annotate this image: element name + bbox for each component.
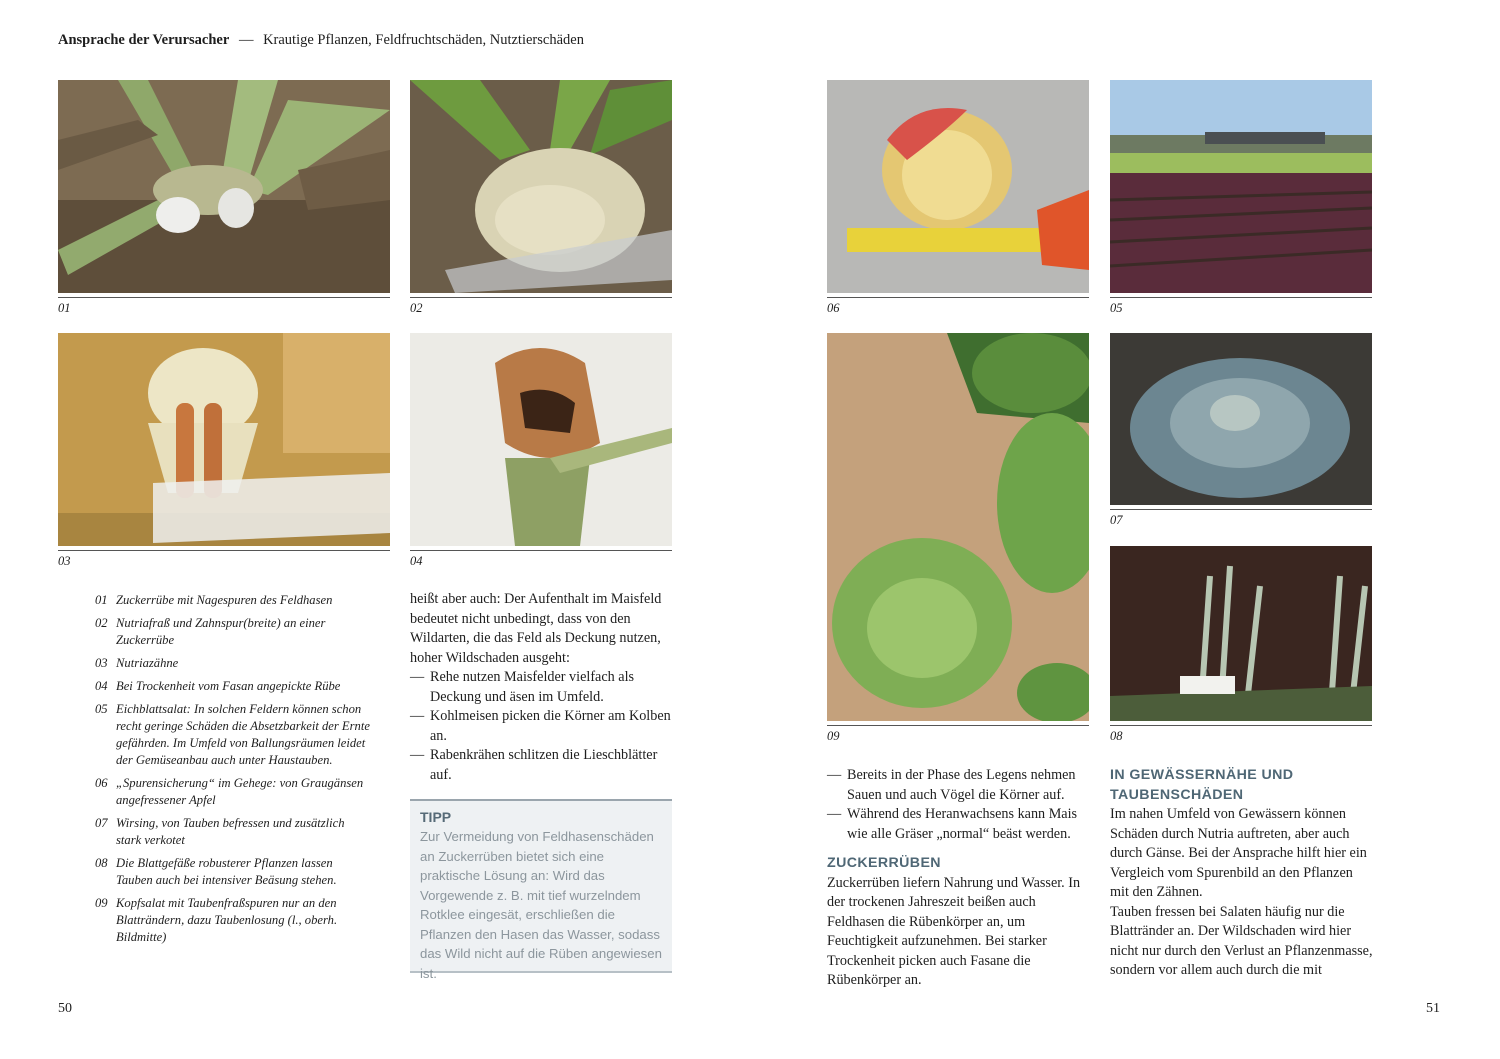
photo-02-nutria-beet [410,80,672,293]
body-paragraph: heißt aber auch: Der Aufenthalt im Maisfeld bedeutet nicht unbedingt, dass von den Wildarten, die das Feld als Deckung nutzen, hoher Wildschaden ausgeht: [410,591,662,666]
tip-title: TIPP [420,809,452,825]
photo-01-sugar-beet [58,80,390,293]
photo-number-04: 04 [410,554,423,568]
caption-item: 07 Wirsing, von Tauben befressen und zusätzlich stark verkotet [95,816,345,847]
rule-03 [58,550,390,551]
dash-list-item: — Rabenkrähen schlitzen die Lieschblätter auf. [410,746,674,785]
page-number-right: 51 [1426,1001,1440,1016]
body-paragraph: Im nahen Umfeld von Gewässern können Schäden durch Nutria auftreten, aber auch durch Gänse. Bei der Ansprache hilft hier ein Vergleich vom Spurenbild an den Pflanzen mit den Zähnen. [1110,806,1367,900]
photo-number-03: 03 [58,554,71,568]
header-subtitle: Krautige Pflanzen, Feldfruchtschäden, Nutztierschäden [263,32,584,48]
caption-item: 04 Bei Trockenheit vom Fasan angepickte Rübe [95,679,341,693]
rule-04 [410,550,672,551]
caption-item: 02 Nutriafraß und Zahnspur(breite) an einer Zuckerrübe [95,616,326,647]
rule-07 [1110,509,1372,510]
rule-05 [1110,297,1372,298]
photo-number-01: 01 [58,301,71,315]
tip-box [410,799,672,981]
caption-item: 09 Kopfsalat mit Taubenfraßspuren nur an den Blatträndern, dazu Taubenlosung (l., oberh. Bildmitte) [95,896,338,944]
photo-07-savoy-cabbage [1110,333,1372,505]
dash-list-item: — Rehe nutzen Maisfelder vielfach als Deckung und äsen im Umfeld. [410,668,674,707]
dash-list-item: — Während des Heranwachsens kann Mais wie alle Gräser „normal“ beäst werden. [827,805,1091,844]
photo-number-07: 07 [1110,513,1123,527]
body-paragraph: Tauben fressen bei Salaten häufig nur die Blattränder an. Der Wildschaden wird hier nicht nur durch den Verlust an Pflanzenmasse, sondern vor allem auch durch die mit [1110,903,1373,978]
photo-number-05: 05 [1110,301,1123,315]
photo-number-06: 06 [827,301,840,315]
photo-03-nutria-teeth [58,333,390,546]
caption-item: 01 Zuckerrübe mit Nagespuren des Feldhasen [95,593,333,607]
tip-text: Zur Vermeidung von Feldhasenschäden an Zuckerrüben bietet sich eine praktische Lösung an: Wird das Vorgewende z. B. mit tief wurzelndem Rotklee eingesät, erschließen die Pflanzen den Hasen das Wasser, sodass das Wild nicht auf die Rüben angewiesen ist. [420,829,662,981]
rule-01 [58,297,390,298]
dash-list-item: — Kohlmeisen picken die Körner am Kolben an. [410,707,674,746]
photo-number-08: 08 [1110,729,1123,743]
body-column-4 [1110,766,1374,981]
body-column-2 [410,590,674,785]
photo-08-robust-plants [1110,546,1372,721]
caption-item: 05 Eichblattsalat: In solchen Feldern können schon recht geringe Schäden die Absetzbarkeit der Ernte gefährden. Im Umfeld von Ballungsräumen leidet der Gemüseanbau auch unter Haustauben. [95,702,370,767]
header-separator: — [238,32,254,48]
photo-number-02: 02 [410,301,423,315]
caption-item: 06 „Spurensicherung“ im Gehege: von Graugänsen angefressener Apfel [95,776,364,807]
photo-06-apple [827,80,1089,293]
running-header [58,32,584,49]
photo-05-lettuce-field [1110,80,1372,293]
rule-09 [827,725,1089,726]
photo-09-head-lettuce [827,333,1089,721]
rule-06 [827,297,1089,298]
rule-08 [1110,725,1372,726]
header-title: Ansprache der Verursacher [58,32,230,48]
caption-item: 08 Die Blattgefäße robusterer Pflanzen lassen Tauben auch bei intensiver Beäsung stehen. [95,856,337,887]
caption-item: 03 Nutriazähne [95,656,179,670]
body-paragraph: Zuckerrüben liefern Nahrung und Wasser. In der trockenen Jahreszeit beißen auch Feldhasen die Rübenkörper an, um Feuchtigkeit aufzunehmen. Bei starker Trockenheit picken auch Fasane die Rübenkörper an. [827,874,1081,988]
caption-list [95,592,370,952]
rule-02 [410,297,672,298]
dash-list-item: — Bereits in der Phase des Legens nehmen Sauen und auch Vögel die Körner auf. [827,766,1091,805]
photo-number-09: 09 [827,729,840,743]
section-heading-sugar-beets: ZUCKERRÜBEN [827,855,941,871]
section-heading-water-pigeons: IN GEWÄSSERNÄHE UND TAUBENSCHÄDEN [1110,767,1294,803]
page-number-left: 50 [58,1001,72,1016]
photo-04-pecked-beet [410,333,672,546]
body-column-3 [827,766,1091,991]
